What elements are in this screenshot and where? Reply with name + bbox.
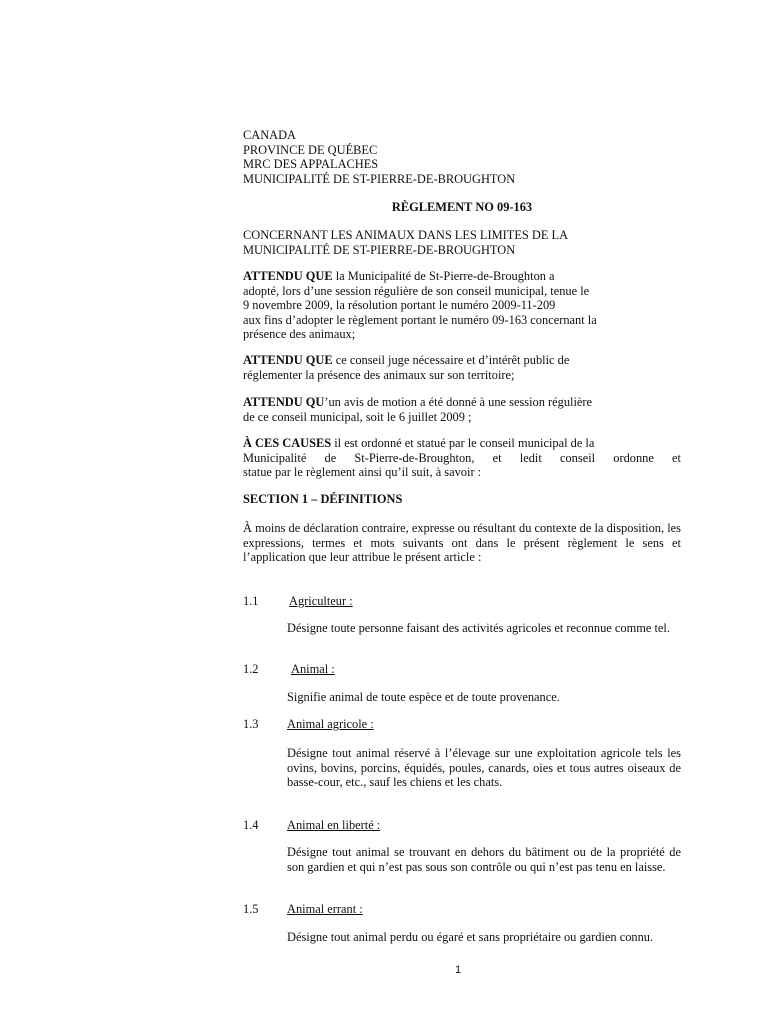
definition-text: Désigne tout animal perdu ou égaré et sans propriétaire ou gardien connu. (287, 930, 654, 944)
subject-line: CONCERNANT LES ANIMAUX DANS LES LIMITES DE LA (243, 228, 569, 242)
definition-text: Désigne tout animal se trouvant en dehors du bâtiment ou de la propriété de son gardien et qui n’est pas sous son contrôle ou qui n’est pas tenu en laisse. (287, 845, 681, 874)
whereas-paragraph-3: ATTENDU QU’un avis de motion a été donné à une session régulière de ce conseil municipal, soit le 6 juillet 2009 ; (243, 395, 593, 424)
definition-number: 1.3 (243, 717, 259, 731)
section-intro: À moins de déclaration contraire, expresse ou résultant du contexte de la disposition, les expressions, termes et mots suivants ont dans le présent règlement le sens et l’application que leur attribue le présent article : (243, 521, 681, 565)
definition-number: 1.2 (243, 662, 259, 676)
whereas-lead: ATTENDU QU (243, 395, 325, 409)
definition-text: Désigne tout animal réservé à l’élevage sur une exploitation agricole tels les ovins, bovins, porcins, équidés, poules, canards, oies et tous autres oiseaux de basse-cour, etc., sauf les chiens et les chats. (287, 746, 681, 790)
definition-text: Signifie animal de toute espèce et de toute provenance. (287, 690, 560, 704)
definition-number: 1.5 (243, 902, 259, 916)
definition-term: Agriculteur : (289, 594, 353, 608)
header-municipality: MUNICIPALITÉ DE ST-PIERRE-DE-BROUGHTON (243, 171, 516, 186)
definition-number: 1.4 (243, 818, 259, 832)
causes-lead: À CES CAUSES (243, 436, 332, 450)
whereas-lead: ATTENDU QUE (243, 353, 333, 367)
section-heading: SECTION 1 – DÉFINITIONS (243, 492, 403, 506)
bylaw-title: RÈGLEMENT NO 09-163 (391, 200, 533, 214)
whereas-paragraph-1: ATTENDU QUE la Municipalité de St-Pierre-de-Broughton a adopté, lors d’une session régulière de son conseil municipal, tenue le 9 novembre 2009, la résolution portant le numéro 2009-11-209 aux fins d’adopter le règlement portant le numéro 09-163 concernant la présence des animaux; (243, 269, 597, 342)
whereas-lead: ATTENDU QUE (243, 269, 333, 283)
definition-term: Animal errant : (287, 902, 363, 916)
definition-term: Animal agricole : (287, 717, 374, 731)
page-number: 1 (455, 964, 462, 976)
bylaw-subject (243, 228, 681, 257)
header-province: PROVINCE DE QUÉBEC (243, 142, 378, 157)
subject-line: MUNICIPALITÉ DE ST-PIERRE-DE-BROUGHTON (243, 242, 516, 257)
header-country: CANADA (243, 128, 297, 142)
definition-term: Animal en liberté : (287, 818, 381, 832)
definition-number: 1.1 (243, 594, 259, 608)
header-block (243, 128, 681, 186)
definition-term: Animal : (291, 662, 335, 676)
header-mrc: MRC DES APPALACHES (243, 157, 379, 172)
causes-paragraph: À CES CAUSES il est ordonné et statué par le conseil municipal de la Municipalité de St-Pierre-de-Broughton, et ledit conseil ordonne et statue par le règlement ainsi qu’il suit, à savoir : (243, 436, 681, 480)
whereas-paragraph-2: ATTENDU QUE ce conseil juge nécessaire et d’intérêt public de réglementer la présence des animaux sur son territoire; (243, 353, 570, 382)
definition-text: Désigne toute personne faisant des activités agricoles et reconnue comme tel. (287, 621, 670, 635)
